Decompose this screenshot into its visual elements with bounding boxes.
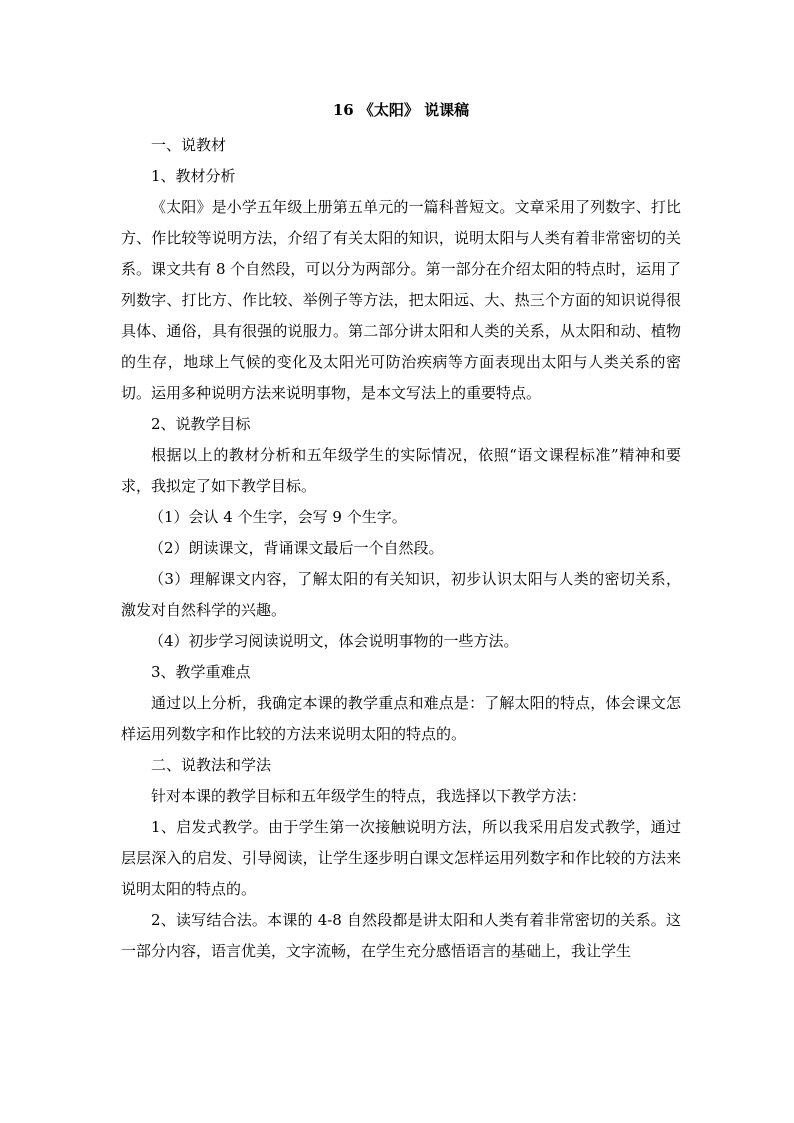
subheading-teaching-goals: 2、说教学目标: [151, 415, 251, 433]
subheading-key-difficulties: 3、教学重难点: [151, 663, 251, 681]
paragraph-material-analysis: 《太阳》是小学五年级上册第五单元的一篇科普短文。文章采用了列数字、打比方、作比较等说明方法，介绍了有关太阳的知识，说明太阳与人类有着非常密切的关系。课文共有 8 个自然段，可以分为两部分。第一部分在介绍太阳的特点时，运用了列数字、打比方、作比较、举例子等方法，把太阳远、大、热三个方面的知识说得很具体、通俗，具有很强的说服力。第二部分讲太阳和人类的关系，从太阳和动、植物的生存，地球上气候的变化及太阳光可防治疾病等方面表现出太阳与人类关系的密切。运用多种说明方法来说明事物，是本文写法上的重要特点。: [121, 198, 681, 402]
subheading-material-analysis: 1、教材分析: [151, 167, 236, 185]
goal-item-1: （1）会认 4 个生字，会写 9 个生字。: [149, 508, 407, 526]
section-heading-textbook: 一、说教材: [151, 136, 227, 154]
paragraph-key-difficulties: 通过以上分析，我确定本课的教学重点和难点是：了解太阳的特点，体会课文怎样运用列数字和作比较的方法来说明太阳的特点的。: [121, 694, 681, 743]
paragraph-method-heuristic: 1、启发式教学。由于学生第一次接触说明方法，所以我采用启发式教学，通过层层深入的启发、引导阅读，让学生逐步明白课文怎样运用列数字和作比较的方法来说明太阳的特点的。: [121, 818, 681, 898]
goal-item-2: （2）朗读课文，背诵课文最后一个自然段。: [149, 539, 444, 557]
goal-item-4: （4）初步学习阅读说明文，体会说明事物的一些方法。: [149, 632, 519, 650]
paragraph-teaching-goals-intro: 根据以上的教材分析和五年级学生的实际情况，依照“语文课程标准”精神和要求，我拟定了如下教学目标。: [121, 446, 681, 495]
section-heading-methods: 二、说教法和学法: [151, 756, 272, 774]
document-title: 16 《太阳》 说课稿: [332, 101, 470, 119]
goal-item-3: （3）理解课文内容，了解太阳的有关知识，初步认识太阳与人类的密切关系，激发对自然科学的兴趣。: [121, 570, 681, 619]
paragraph-method-reading-writing: 2、读写结合法。本课的 4-8 自然段都是讲太阳和人类有着非常密切的关系。这一部分内容，语言优美，文字流畅，在学生充分感悟语言的基础上，我让学生: [121, 911, 681, 960]
document-page: [121, 98, 681, 967]
paragraph-methods-intro: 针对本课的教学目标和五年级学生的特点，我选择以下教学方法：: [151, 787, 587, 805]
